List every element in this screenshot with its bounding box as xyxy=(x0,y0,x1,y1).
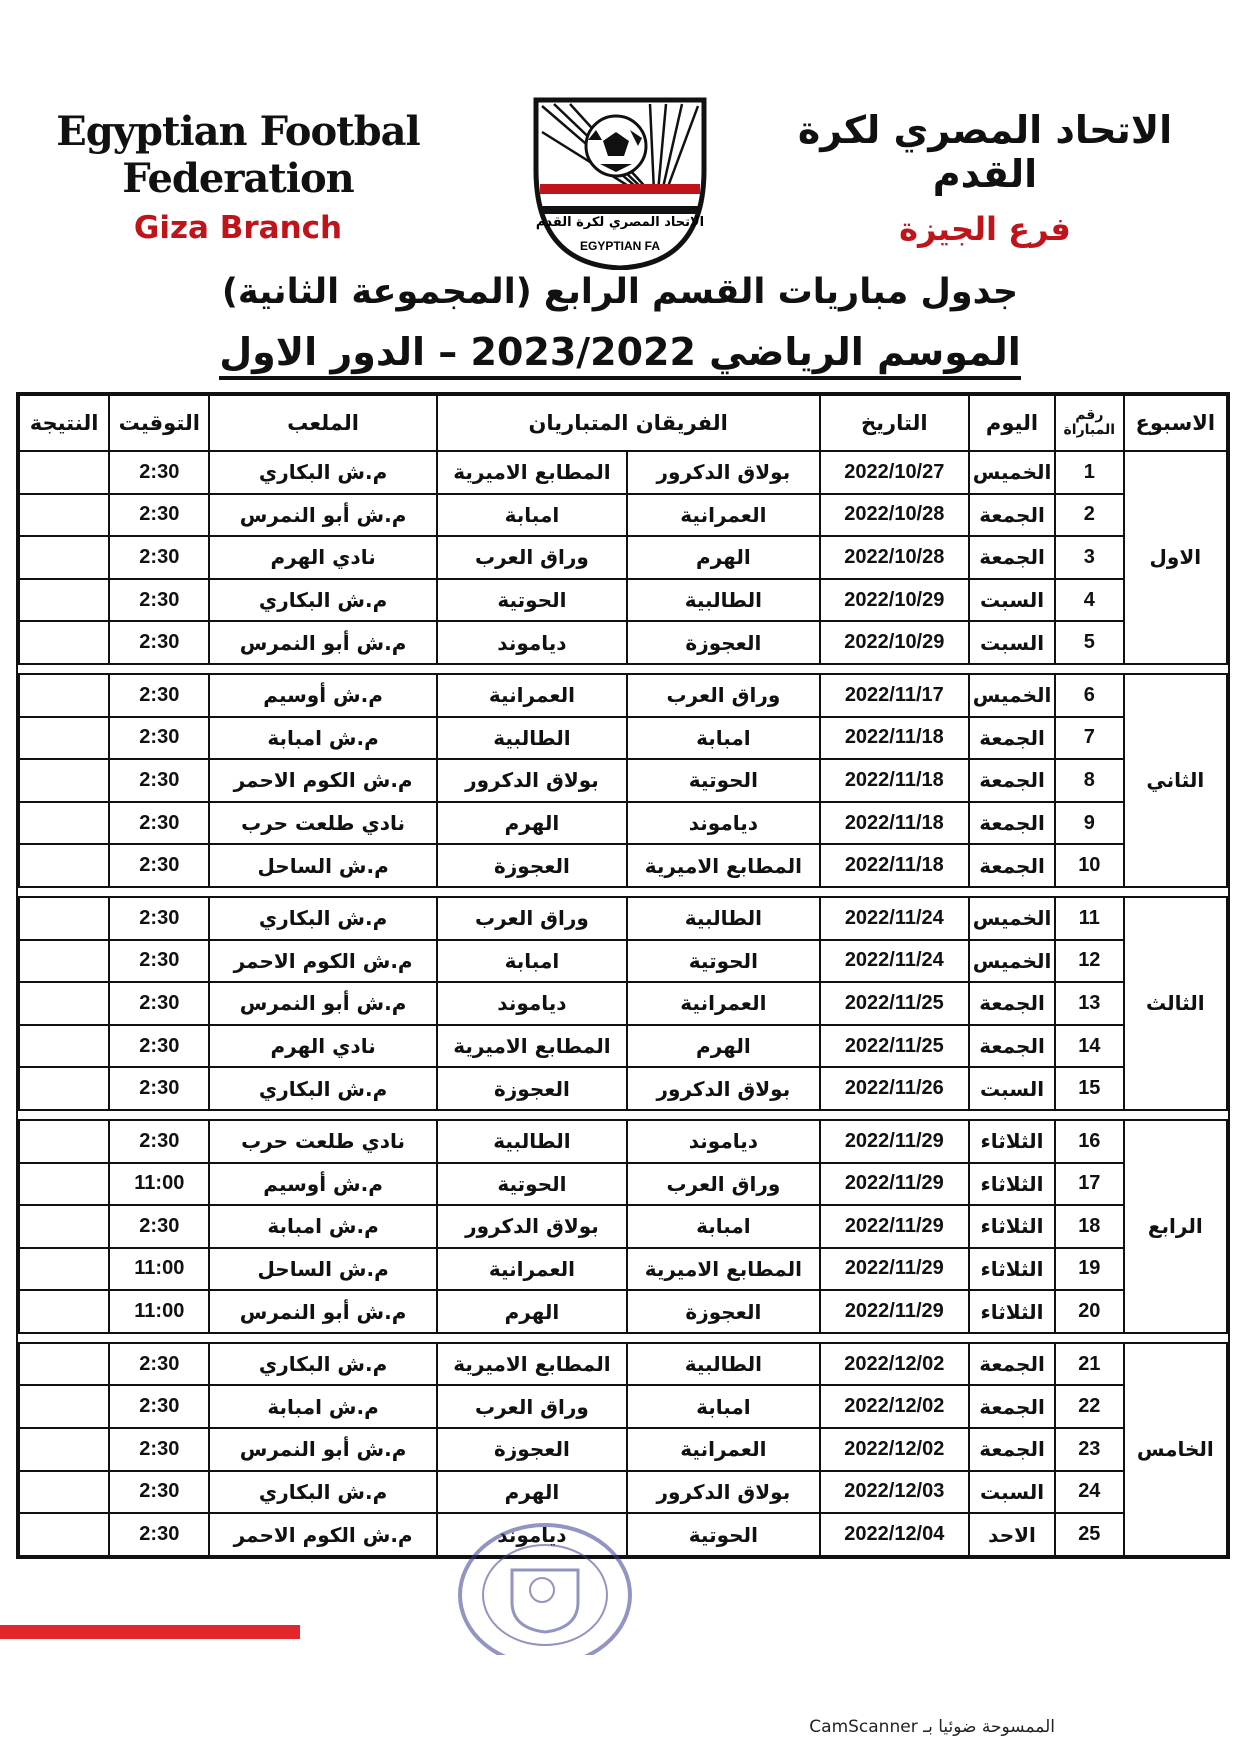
cell-match-no: 21 xyxy=(1055,1343,1124,1386)
cell-time: 2:30 xyxy=(109,1025,209,1068)
fixtures-table-container xyxy=(16,392,1230,1559)
week-separator-cell xyxy=(19,1333,1227,1343)
cell-match-no: 20 xyxy=(1055,1290,1124,1333)
cell-match-no: 24 xyxy=(1055,1471,1124,1514)
cell-home-team: الهرم xyxy=(627,536,819,579)
cell-date: 2022/12/03 xyxy=(820,1471,969,1514)
cell-stadium: م.ش الساحل xyxy=(209,844,436,887)
cell-home-team: الطالبية xyxy=(627,897,819,940)
cell-away-team: الحوتية xyxy=(437,1163,627,1206)
cell-match-no: 12 xyxy=(1055,940,1124,983)
cell-away-team: وراق العرب xyxy=(437,536,627,579)
cell-home-team: امبابة xyxy=(627,1385,819,1428)
cell-date: 2022/12/02 xyxy=(820,1343,969,1386)
cell-match-no: 2 xyxy=(1055,494,1124,537)
cell-home-team: الطالبية xyxy=(627,579,819,622)
cell-away-team: العجوزة xyxy=(437,844,627,887)
cell-day: الجمعة xyxy=(969,1428,1055,1471)
table-row xyxy=(19,717,1227,760)
table-row xyxy=(19,1248,1227,1291)
cell-time: 2:30 xyxy=(109,579,209,622)
header-english xyxy=(38,108,438,246)
cell-home-team: العمرانية xyxy=(627,1428,819,1471)
cell-home-team: الحوتية xyxy=(627,1513,819,1556)
cell-stadium: م.ش البكاري xyxy=(209,1471,436,1514)
cell-match-no: 15 xyxy=(1055,1067,1124,1110)
cell-stadium: م.ش أبو النمرس xyxy=(209,494,436,537)
table-row xyxy=(19,1205,1227,1248)
cell-result xyxy=(19,1120,109,1163)
cell-result xyxy=(19,982,109,1025)
cell-day: السبت xyxy=(969,579,1055,622)
cell-home-team: الطالبية xyxy=(627,1343,819,1386)
week-separator xyxy=(19,664,1227,674)
org-name-en: Egyptian Footbal Federation xyxy=(56,108,420,202)
table-row xyxy=(19,451,1227,494)
cell-match-no: 25 xyxy=(1055,1513,1124,1556)
cell-result xyxy=(19,1385,109,1428)
cell-date: 2022/11/29 xyxy=(820,1163,969,1206)
cell-stadium: م.ش أبو النمرس xyxy=(209,621,436,664)
cell-match-no: 19 xyxy=(1055,1248,1124,1291)
table-row xyxy=(19,802,1227,845)
cell-date: 2022/11/18 xyxy=(820,844,969,887)
col-day: اليوم xyxy=(969,395,1055,451)
table-row xyxy=(19,1385,1227,1428)
week-name: الخامس xyxy=(1124,1343,1227,1556)
cell-result xyxy=(19,940,109,983)
cell-match-no: 8 xyxy=(1055,759,1124,802)
cell-home-team: امبابة xyxy=(627,1205,819,1248)
cell-away-team: وراق العرب xyxy=(437,897,627,940)
cell-away-team: دياموند xyxy=(437,621,627,664)
branch-name-en: Giza Branch xyxy=(133,210,343,246)
cell-time: 2:30 xyxy=(109,1471,209,1514)
cell-stadium: نادي طلعت حرب xyxy=(209,802,436,845)
cell-stadium: م.ش أبو النمرس xyxy=(209,1290,436,1333)
season-title-text: الموسم الرياضي 2023/2022 – الدور الاول xyxy=(219,330,1021,380)
schedule-title: جدول مباريات القسم الرابع (المجموعة الثانية) xyxy=(221,272,1019,312)
cell-stadium: م.ش أوسيم xyxy=(209,1163,436,1206)
table-row xyxy=(19,1428,1227,1471)
table-row xyxy=(19,897,1227,940)
week-separator-cell xyxy=(19,887,1227,897)
cell-result xyxy=(19,844,109,887)
cell-home-team: وراق العرب xyxy=(627,1163,819,1206)
week-separator xyxy=(19,887,1227,897)
cell-result xyxy=(19,494,109,537)
col-stadium: الملعب xyxy=(209,395,436,451)
cell-home-team: بولاق الدكرور xyxy=(627,1471,819,1514)
cell-away-team: وراق العرب xyxy=(437,1385,627,1428)
cell-time: 2:30 xyxy=(109,897,209,940)
logo-text-en: EGYPTIAN FA xyxy=(579,239,661,253)
cell-time: 2:30 xyxy=(109,1067,209,1110)
cell-away-team: الهرم xyxy=(437,1471,627,1514)
col-time: التوقيت xyxy=(109,395,209,451)
cell-away-team: بولاق الدكرور xyxy=(437,1205,627,1248)
col-match-no: رقم المباراة xyxy=(1055,395,1124,451)
cell-stadium: نادي طلعت حرب xyxy=(209,1120,436,1163)
cell-match-no: 17 xyxy=(1055,1163,1124,1206)
cell-home-team: بولاق الدكرور xyxy=(627,451,819,494)
cell-day: الجمعة xyxy=(969,717,1055,760)
cell-away-team: امبابة xyxy=(437,940,627,983)
cell-stadium: م.ش الساحل xyxy=(209,1248,436,1291)
cell-time: 2:30 xyxy=(109,1343,209,1386)
cell-stadium: م.ش البكاري xyxy=(209,451,436,494)
cell-stadium: م.ش أبو النمرس xyxy=(209,982,436,1025)
cell-stadium: م.ش امبابة xyxy=(209,1205,436,1248)
cell-home-team: وراق العرب xyxy=(627,674,819,717)
cell-result xyxy=(19,759,109,802)
table-header-row xyxy=(19,395,1227,451)
cell-time: 11:00 xyxy=(109,1290,209,1333)
cell-date: 2022/11/25 xyxy=(820,1025,969,1068)
cell-home-team: العجوزة xyxy=(627,1290,819,1333)
cell-result xyxy=(19,897,109,940)
cell-time: 2:30 xyxy=(109,494,209,537)
cell-home-team: العجوزة xyxy=(627,621,819,664)
cell-day: الثلاثاء xyxy=(969,1120,1055,1163)
logo-text-ar: الاتحاد المصري لكرة القدم xyxy=(535,215,705,230)
cell-date: 2022/11/18 xyxy=(820,717,969,760)
cell-date: 2022/11/24 xyxy=(820,897,969,940)
cell-result xyxy=(19,1205,109,1248)
cell-day: السبت xyxy=(969,621,1055,664)
cell-day: الجمعة xyxy=(969,1025,1055,1068)
header-arabic xyxy=(775,108,1195,248)
table-row xyxy=(19,536,1227,579)
cell-time: 2:30 xyxy=(109,674,209,717)
cell-date: 2022/11/26 xyxy=(820,1067,969,1110)
cell-home-team: المطابع الاميرية xyxy=(627,1248,819,1291)
cell-away-team: الطالبية xyxy=(437,717,627,760)
cell-result xyxy=(19,802,109,845)
cell-day: الثلاثاء xyxy=(969,1163,1055,1206)
cell-home-team: الحوتية xyxy=(627,759,819,802)
cell-home-team: امبابة xyxy=(627,717,819,760)
cell-stadium: م.ش البكاري xyxy=(209,1343,436,1386)
cell-time: 2:30 xyxy=(109,1385,209,1428)
col-date: التاريخ xyxy=(820,395,969,451)
cell-away-team: الهرم xyxy=(437,802,627,845)
cell-date: 2022/11/29 xyxy=(820,1248,969,1291)
cell-day: الجمعة xyxy=(969,494,1055,537)
table-row xyxy=(19,1290,1227,1333)
cell-match-no: 7 xyxy=(1055,717,1124,760)
cell-time: 2:30 xyxy=(109,802,209,845)
cell-away-team: المطابع الاميرية xyxy=(437,1025,627,1068)
cell-date: 2022/10/29 xyxy=(820,579,969,622)
table-row xyxy=(19,1067,1227,1110)
cell-home-team: الهرم xyxy=(627,1025,819,1068)
official-stamp xyxy=(450,1510,640,1655)
cell-date: 2022/11/29 xyxy=(820,1120,969,1163)
col-week: الاسبوع xyxy=(1124,395,1227,451)
branch-name-ar: فرع الجيزة xyxy=(899,210,1071,248)
cell-result xyxy=(19,717,109,760)
cell-day: الجمعة xyxy=(969,982,1055,1025)
cell-date: 2022/10/29 xyxy=(820,621,969,664)
cell-day: الجمعة xyxy=(969,1343,1055,1386)
week-separator xyxy=(19,1110,1227,1120)
cell-time: 2:30 xyxy=(109,621,209,664)
cell-stadium: م.ش امبابة xyxy=(209,1385,436,1428)
cell-result xyxy=(19,1067,109,1110)
cell-match-no: 13 xyxy=(1055,982,1124,1025)
cell-stadium: م.ش الكوم الاحمر xyxy=(209,759,436,802)
cell-time: 2:30 xyxy=(109,1428,209,1471)
table-row xyxy=(19,982,1227,1025)
cell-day: الثلاثاء xyxy=(969,1248,1055,1291)
cell-date: 2022/10/28 xyxy=(820,536,969,579)
table-row xyxy=(19,494,1227,537)
cell-day: السبت xyxy=(969,1471,1055,1514)
table-row xyxy=(19,1120,1227,1163)
cell-day: السبت xyxy=(969,1067,1055,1110)
cell-match-no: 14 xyxy=(1055,1025,1124,1068)
cell-day: الخميس xyxy=(969,451,1055,494)
cell-result xyxy=(19,1290,109,1333)
cell-result xyxy=(19,536,109,579)
cell-day: الثلاثاء xyxy=(969,1290,1055,1333)
cell-stadium: م.ش البكاري xyxy=(209,579,436,622)
cell-home-team: العمرانية xyxy=(627,494,819,537)
cell-date: 2022/12/02 xyxy=(820,1385,969,1428)
cell-date: 2022/12/02 xyxy=(820,1428,969,1471)
org-name-ar: الاتحاد المصري لكرة القدم xyxy=(797,108,1173,196)
cell-home-team: دياموند xyxy=(627,1120,819,1163)
cell-stadium: م.ش الكوم الاحمر xyxy=(209,940,436,983)
cell-result xyxy=(19,1163,109,1206)
federation-logo xyxy=(530,92,710,270)
cell-away-team: الحوتية xyxy=(437,579,627,622)
cell-time: 2:30 xyxy=(109,1205,209,1248)
cell-away-team: العمرانية xyxy=(437,1248,627,1291)
cell-match-no: 3 xyxy=(1055,536,1124,579)
cell-time: 2:30 xyxy=(109,1513,209,1556)
cell-match-no: 23 xyxy=(1055,1428,1124,1471)
cell-stadium: م.ش البكاري xyxy=(209,897,436,940)
cell-day: الخميس xyxy=(969,674,1055,717)
week-separator xyxy=(19,1333,1227,1343)
cell-day: الجمعة xyxy=(969,536,1055,579)
cell-home-team: العمرانية xyxy=(627,982,819,1025)
cell-date: 2022/11/29 xyxy=(820,1205,969,1248)
cell-time: 2:30 xyxy=(109,844,209,887)
table-row xyxy=(19,1471,1227,1514)
cell-match-no: 22 xyxy=(1055,1385,1124,1428)
col-teams: الفريقان المتباريان xyxy=(437,395,820,451)
cell-time: 2:30 xyxy=(109,759,209,802)
cell-home-team: الحوتية xyxy=(627,940,819,983)
red-margin-strip xyxy=(0,1625,300,1639)
cell-stadium: م.ش أبو النمرس xyxy=(209,1428,436,1471)
cell-match-no: 10 xyxy=(1055,844,1124,887)
cell-away-team: المطابع الاميرية xyxy=(437,451,627,494)
cell-match-no: 18 xyxy=(1055,1205,1124,1248)
cell-result xyxy=(19,674,109,717)
cell-result xyxy=(19,1428,109,1471)
season-title xyxy=(0,330,1240,374)
cell-date: 2022/12/04 xyxy=(820,1513,969,1556)
cell-date: 2022/11/18 xyxy=(820,759,969,802)
table-row xyxy=(19,621,1227,664)
cell-stadium: م.ش البكاري xyxy=(209,1067,436,1110)
cell-away-team: العجوزة xyxy=(437,1428,627,1471)
table-row xyxy=(19,1025,1227,1068)
week-separator-cell xyxy=(19,664,1227,674)
cell-time: 2:30 xyxy=(109,536,209,579)
cell-result xyxy=(19,579,109,622)
cell-home-team: المطابع الاميرية xyxy=(627,844,819,887)
cell-time: 2:30 xyxy=(109,940,209,983)
cell-day: الخميس xyxy=(969,897,1055,940)
cell-stadium: نادي الهرم xyxy=(209,1025,436,1068)
cell-match-no: 9 xyxy=(1055,802,1124,845)
cell-result xyxy=(19,1343,109,1386)
cell-match-no: 4 xyxy=(1055,579,1124,622)
cell-result xyxy=(19,1025,109,1068)
cell-away-team: الطالبية xyxy=(437,1120,627,1163)
cell-result xyxy=(19,451,109,494)
cell-away-team: دياموند xyxy=(437,1513,627,1556)
cell-match-no: 5 xyxy=(1055,621,1124,664)
cell-day: الجمعة xyxy=(969,759,1055,802)
cell-home-team: بولاق الدكرور xyxy=(627,1067,819,1110)
cell-result xyxy=(19,621,109,664)
cell-day: الجمعة xyxy=(969,1385,1055,1428)
cell-match-no: 1 xyxy=(1055,451,1124,494)
cell-day: الاحد xyxy=(969,1513,1055,1556)
cell-time: 11:00 xyxy=(109,1248,209,1291)
fixtures-table xyxy=(18,394,1228,1557)
cell-time: 2:30 xyxy=(109,982,209,1025)
cell-away-team: العجوزة xyxy=(437,1067,627,1110)
table-row xyxy=(19,759,1227,802)
cell-away-team: بولاق الدكرور xyxy=(437,759,627,802)
week-name: الاول xyxy=(1124,451,1227,664)
cell-day: الجمعة xyxy=(969,802,1055,845)
cell-away-team: العمرانية xyxy=(437,674,627,717)
cell-date: 2022/11/24 xyxy=(820,940,969,983)
cell-match-no: 6 xyxy=(1055,674,1124,717)
table-row xyxy=(19,674,1227,717)
cell-time: 2:30 xyxy=(109,717,209,760)
cell-date: 2022/11/18 xyxy=(820,802,969,845)
cell-away-team: دياموند xyxy=(437,982,627,1025)
cell-stadium: م.ش الكوم الاحمر xyxy=(209,1513,436,1556)
cell-stadium: م.ش أوسيم xyxy=(209,674,436,717)
cell-time: 2:30 xyxy=(109,1120,209,1163)
cell-date: 2022/11/25 xyxy=(820,982,969,1025)
cell-home-team: دياموند xyxy=(627,802,819,845)
cell-stadium: م.ش امبابة xyxy=(209,717,436,760)
cell-result xyxy=(19,1248,109,1291)
cell-time: 11:00 xyxy=(109,1163,209,1206)
cell-day: الثلاثاء xyxy=(969,1205,1055,1248)
cell-away-team: الهرم xyxy=(437,1290,627,1333)
week-name: الثاني xyxy=(1124,674,1227,887)
table-row xyxy=(19,1163,1227,1206)
cell-away-team: المطابع الاميرية xyxy=(437,1343,627,1386)
cell-away-team: امبابة xyxy=(437,494,627,537)
cell-match-no: 16 xyxy=(1055,1120,1124,1163)
week-separator-cell xyxy=(19,1110,1227,1120)
cell-result xyxy=(19,1471,109,1514)
cell-date: 2022/10/27 xyxy=(820,451,969,494)
scanner-watermark: الممسوحة ضوئيا بـ CamScanner xyxy=(809,1717,1055,1737)
cell-date: 2022/10/28 xyxy=(820,494,969,537)
fixtures-body xyxy=(19,451,1227,1556)
cell-day: الخميس xyxy=(969,940,1055,983)
cell-stadium: نادي الهرم xyxy=(209,536,436,579)
cell-result xyxy=(19,1513,109,1556)
cell-match-no: 11 xyxy=(1055,897,1124,940)
cell-day: الجمعة xyxy=(969,844,1055,887)
cell-time: 2:30 xyxy=(109,451,209,494)
week-name: الثالث xyxy=(1124,897,1227,1110)
table-row xyxy=(19,579,1227,622)
cell-date: 2022/11/29 xyxy=(820,1290,969,1333)
table-row xyxy=(19,1343,1227,1386)
cell-date: 2022/11/17 xyxy=(820,674,969,717)
table-row xyxy=(19,940,1227,983)
week-name: الرابع xyxy=(1124,1120,1227,1333)
table-row xyxy=(19,844,1227,887)
col-result: النتيجة xyxy=(19,395,109,451)
